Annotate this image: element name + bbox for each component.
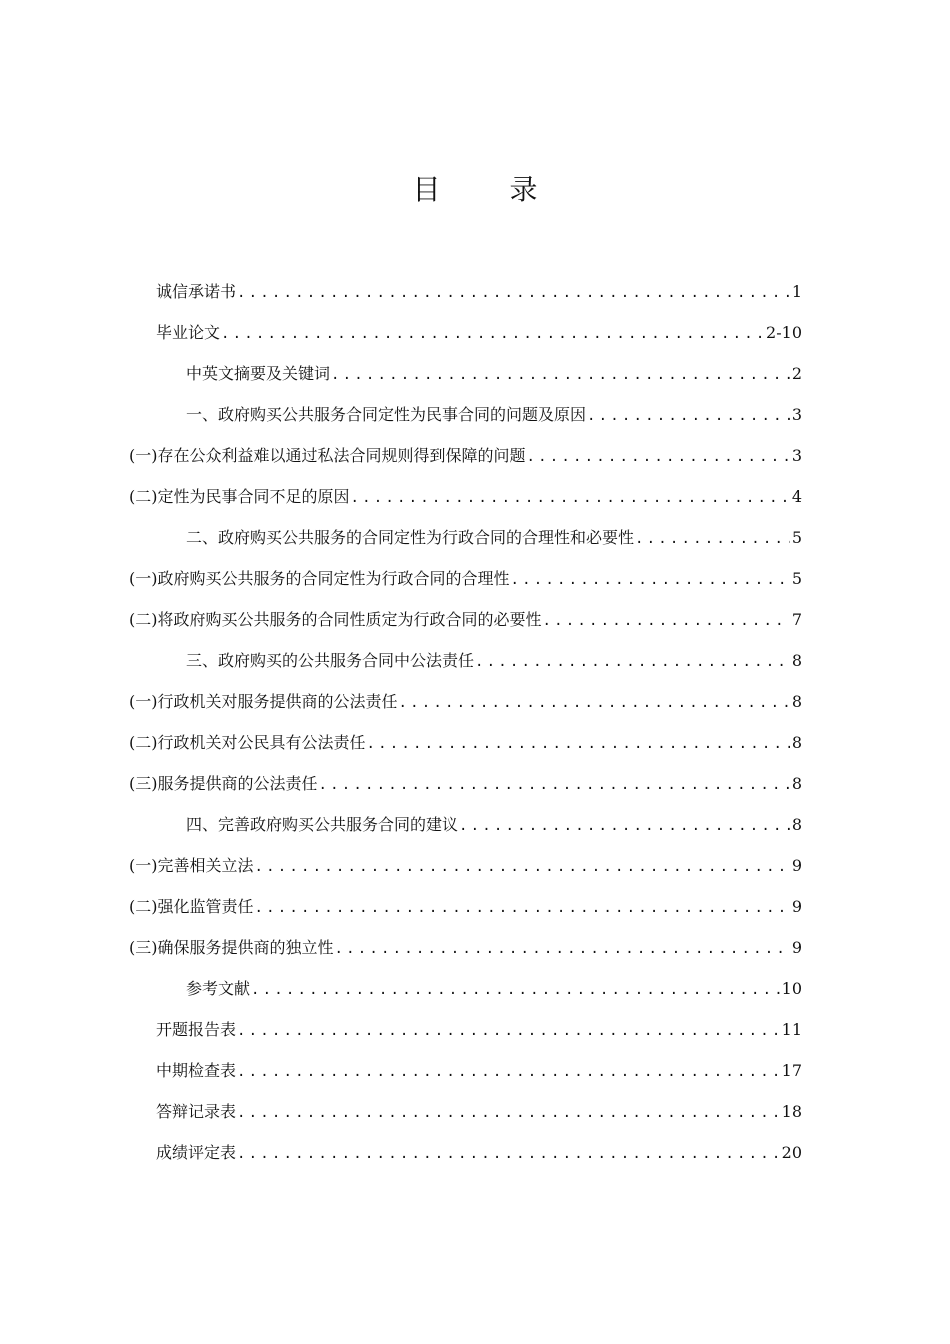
- dot-leader: [459, 811, 790, 841]
- toc-entry[interactable]: [129, 728, 802, 758]
- toc-entry-page: 9: [791, 856, 802, 875]
- dot-leader: [399, 688, 790, 718]
- toc-entry-title: 四、完善政府购买公共服务合同的建议: [186, 815, 459, 834]
- toc-entry[interactable]: [156, 277, 802, 307]
- toc-entry[interactable]: [156, 1056, 802, 1086]
- toc-entry-title: 答辩记录表: [156, 1102, 237, 1121]
- toc-entry-title: (一)存在公众利益难以通过私法合同规则得到保障的问题: [129, 446, 526, 465]
- dot-leader: [543, 606, 790, 636]
- dot-leader: [237, 1139, 780, 1169]
- dot-leader: [251, 975, 780, 1005]
- toc-entry[interactable]: [186, 646, 802, 676]
- dot-leader: [221, 319, 764, 349]
- dot-leader: [475, 647, 790, 677]
- toc-entry-page: 17: [781, 1061, 802, 1080]
- toc-entry-title: 诚信承诺书: [156, 282, 237, 301]
- toc-entry-page: 8: [791, 651, 802, 670]
- dot-leader: [335, 934, 790, 964]
- toc-entry-title: (三)确保服务提供商的独立性: [129, 938, 334, 957]
- dot-leader: [237, 1057, 780, 1087]
- toc-entry-page: 10: [781, 979, 802, 998]
- dot-leader: [237, 1098, 780, 1128]
- toc-entry-page: 5: [791, 528, 802, 547]
- toc-entry-title: 一、政府购买公共服务合同定性为民事合同的问题及原因: [186, 405, 587, 424]
- toc-entry[interactable]: [129, 687, 802, 717]
- toc-entry-page: 8: [791, 815, 802, 834]
- toc-entry[interactable]: [156, 318, 802, 348]
- toc-entry[interactable]: [129, 851, 802, 881]
- toc-entry[interactable]: [129, 482, 802, 512]
- toc-entry-title: 开题报告表: [156, 1020, 237, 1039]
- dot-leader: [351, 483, 790, 513]
- toc-entry[interactable]: [186, 974, 802, 1004]
- toc-entry-page: 2: [791, 364, 802, 383]
- page-title: 目 录: [412, 173, 568, 206]
- dot-leader: [237, 278, 790, 308]
- toc-entry[interactable]: [129, 769, 802, 799]
- toc-entry[interactable]: [156, 1097, 802, 1127]
- toc-entry[interactable]: [129, 441, 802, 471]
- toc-entry[interactable]: [129, 605, 802, 635]
- toc-entry-page: 8: [791, 774, 802, 793]
- toc-entry-title: (三)服务提供商的公法责任: [129, 774, 318, 793]
- toc-entry[interactable]: [129, 564, 802, 594]
- dot-leader: [237, 1016, 780, 1046]
- toc-entry-title: 毕业论文: [156, 323, 221, 342]
- toc-entry-page: 7: [791, 610, 802, 629]
- toc-entry-title: (二)强化监管责任: [129, 897, 254, 916]
- dot-leader: [255, 893, 790, 923]
- dot-leader: [587, 401, 790, 431]
- toc-entry-page: 11: [781, 1020, 802, 1039]
- toc-entry-page: 3: [791, 405, 802, 424]
- toc-entry-title: 参考文献: [186, 979, 251, 998]
- toc-entry-page: 5: [791, 569, 802, 588]
- toc-entry-page: 4: [791, 487, 802, 506]
- toc-entry[interactable]: [186, 400, 802, 430]
- toc-entry-title: (一)政府购买公共服务的合同定性为行政合同的合理性: [129, 569, 510, 588]
- toc-entry-title: 二、政府购买公共服务的合同定性为行政合同的合理性和必要性: [186, 528, 635, 547]
- dot-leader: [255, 852, 790, 882]
- toc-entry-title: (一)行政机关对服务提供商的公法责任: [129, 692, 398, 711]
- dot-leader: [367, 729, 790, 759]
- toc-entry-title: 中期检查表: [156, 1061, 237, 1080]
- dot-leader: [331, 360, 790, 390]
- dot-leader: [635, 524, 790, 554]
- dot-leader: [319, 770, 790, 800]
- toc-entry-page: 9: [791, 897, 802, 916]
- toc-entry-title: (二)行政机关对公民具有公法责任: [129, 733, 366, 752]
- toc-entry-page: 20: [781, 1143, 802, 1162]
- toc-entry[interactable]: [156, 1015, 802, 1045]
- toc-entry-title: (二)定性为民事合同不足的原因: [129, 487, 350, 506]
- toc-entry-title: (一)完善相关立法: [129, 856, 254, 875]
- toc-entry-page: 1: [791, 282, 802, 301]
- toc-entry-page: 8: [791, 733, 802, 752]
- toc-entry-page: 8: [791, 692, 802, 711]
- toc-entry-page: 9: [791, 938, 802, 957]
- toc-entry-title: 中英文摘要及关键词: [186, 364, 331, 383]
- dot-leader: [511, 565, 790, 595]
- toc-entry[interactable]: [186, 523, 802, 553]
- toc-entry-page: 3: [791, 446, 802, 465]
- toc-entry[interactable]: [129, 933, 802, 963]
- toc-entry-page: 2-10: [766, 323, 802, 342]
- toc-entry-page: 18: [781, 1102, 802, 1121]
- toc-entry-title: (二)将政府购买公共服务的合同性质定为行政合同的必要性: [129, 610, 542, 629]
- toc-entry-title: 三、政府购买的公共服务合同中公法责任: [186, 651, 475, 670]
- toc-entry[interactable]: [186, 810, 802, 840]
- toc-entry[interactable]: [129, 892, 802, 922]
- toc-entry[interactable]: [186, 359, 802, 389]
- toc-entry-title: 成绩评定表: [156, 1143, 237, 1162]
- dot-leader: [527, 442, 790, 472]
- toc-entry[interactable]: [156, 1138, 802, 1168]
